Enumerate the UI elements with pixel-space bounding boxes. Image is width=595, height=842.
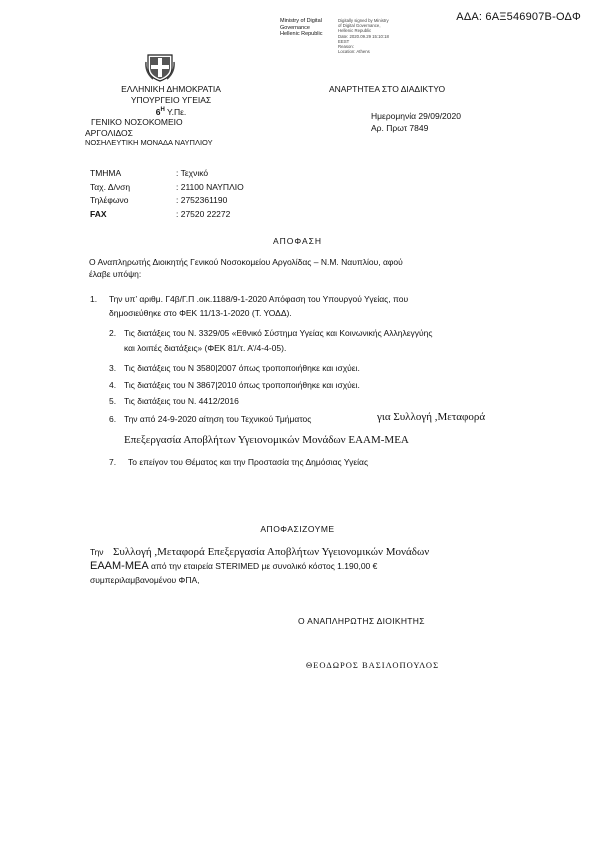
list-item-text: Τις διατάξεις του Ν 3580|2007 όπως τροποποιήθηκε και ισχύει. (124, 363, 360, 373)
signature-detail: Digitally signed by Ministry (338, 18, 389, 23)
final-company-cost: από την εταιρεία STERIMED με συνολικό κόστος 1.190,00 € (148, 561, 378, 571)
list-item-text: δημοσιεύθηκε στο ΦΕΚ 11/13-1-2020 (Τ. ΥΟΔΔ). (109, 308, 292, 318)
unit-name: ΝΟΣΗΛΕΥΤΙΚΗ ΜΟΝΑΔΑ ΝΑΥΠΛΙΟΥ (85, 138, 213, 148)
decision-title: ΑΠΟΦΑΣΗ (272, 236, 323, 246)
list-item-number: 6. (109, 414, 117, 424)
header-left (85, 84, 257, 149)
ada-code: ΑΔΑ: 6ΑΞ546907Β-ΟΔΦ (456, 11, 581, 23)
ype: $6^H$ Υ.Πε. (155, 106, 187, 117)
list-item-text: και λοιπές διατάξεις» (ΦΕΚ 81/τ. Α’/4-4-05). (124, 343, 287, 353)
protocol-number: Αρ. Πρωτ 7849 (371, 123, 429, 133)
final-code: ΕΑΑΜ-ΜΕΑ (90, 560, 149, 572)
list-item-text: Τις διατάξεις του Ν. 3329/05 «Εθνικό Σύστημα Υγείας και Κοινωνικής Αλληλεγγύης (124, 328, 433, 338)
list-item-number: 1. (90, 294, 98, 304)
decide-title: ΑΠΟΦΑΣΙΖΟΥΜΕ (260, 524, 335, 534)
list-item-number: 3. (109, 363, 117, 373)
signature-line: Ministry of Digital (280, 18, 322, 24)
date-protocol (371, 110, 461, 134)
list-item-number: 7. (109, 457, 117, 467)
info-row: Τηλέφωνο : 2752361190 (90, 195, 228, 205)
list-item-number: 2. (109, 328, 117, 338)
list-item-serif-text: για Συλλογή ,Μεταφορά (377, 411, 486, 423)
intro-line: έλαβε υπόψη: (89, 269, 142, 279)
final-vat: συμπεριλαμβανομένου ΦΠΑ, (90, 575, 200, 585)
list-item-number: 4. (109, 380, 117, 390)
digital-signature-details (338, 18, 389, 54)
signature-detail: EEST (338, 38, 350, 44)
region-name: ΑΡΓΟΛΙΔΟΣ (85, 127, 133, 138)
document-date: Ημερομηνία 29/09/2020 (371, 111, 461, 121)
list-item-text: Την από 24-9-2020 αίτηση του Τεχνικού Τμήματος (124, 414, 312, 424)
ministry-name: ΥΠΟΥΡΓΕΙΟ ΥΓΕΙΑΣ (130, 94, 212, 105)
contact-info (90, 167, 244, 221)
intro-paragraph (89, 256, 403, 280)
digital-signature-label (280, 18, 323, 38)
greek-emblem-icon (145, 52, 175, 82)
signature-line: Governance (280, 24, 310, 31)
list-item-text: Τις διατάξεις του Ν 3867|2010 όπως τροποποιήθηκε και ισχύει. (124, 380, 360, 390)
signature-detail: of Digital Governance, (338, 23, 381, 29)
signature-detail: Location: Athens (338, 49, 370, 55)
final-decision (90, 545, 429, 587)
list-item-text: Την υπ’ αριθμ. Γ4β/Γ.Π .οικ.1188/9-1-2020 Απόφαση του Υπουργού Υγείας, που (109, 294, 409, 304)
final-serif-text: Συλλογή ,Μεταφορά Επεξεργασία Αποβλήτων Υγειονομικών Μονάδων (113, 546, 430, 558)
list-item-text: Το επείγον του Θέματος και την Προστασία της Δημόσιας Υγείας (128, 457, 369, 467)
list-item-serif-text: Επεξεργασία Αποβλήτων Υγειονομικών Μονάδων ΕΑΑΜ-ΜΕΑ (124, 434, 409, 446)
intro-line: Ο Αναπληρωτής Διοικητής Γενικού Νοσοκομείου Αργολίδας – Ν.Μ. Ναυπλίου, αφού (89, 257, 403, 267)
info-row: ΤΜΗΜΑ : Τεχνικό (90, 168, 209, 178)
signatory-name: ΘΕΟΔΩΡΟΣ ΒΑΣΙΛΟΠΟΥΛΟΣ (306, 660, 440, 670)
internet-post-label: ΑΝΑΡΤΗΤΕΑ ΣΤΟ ΔΙΑΔΙΚΤΥΟ (329, 84, 446, 94)
hospital-name: ΓΕΝΙΚΟ ΝΟΣΟΚΟΜΕΙΟ (91, 117, 183, 128)
republic-name: ΕΛΛΗΝΙΚΗ ΔΗΜΟΚΡΑΤΙΑ (121, 84, 221, 94)
info-row: Ταχ. Δ/νση : 21100 ΝΑΥΠΛΙΟ (90, 181, 244, 192)
signature-detail: Date: 2020.09.29 15:10:18 (338, 33, 389, 39)
signature-detail: Reason: (338, 44, 355, 50)
list-item-number: 5. (109, 396, 117, 406)
signature-detail: Hellenic Republic (338, 28, 372, 34)
list-item-text: Τις διατάξεις του Ν. 4412/2016 (124, 396, 239, 406)
info-row: FAX : 27520 22272 (90, 208, 231, 219)
signature-line: Hellenic Republic (280, 31, 323, 37)
final-prefix: Την (90, 547, 104, 557)
signatory-title: Ο ΑΝΑΠΛΗΡΩΤΗΣ ΔΙΟΙΚΗΤΗΣ (298, 616, 425, 626)
